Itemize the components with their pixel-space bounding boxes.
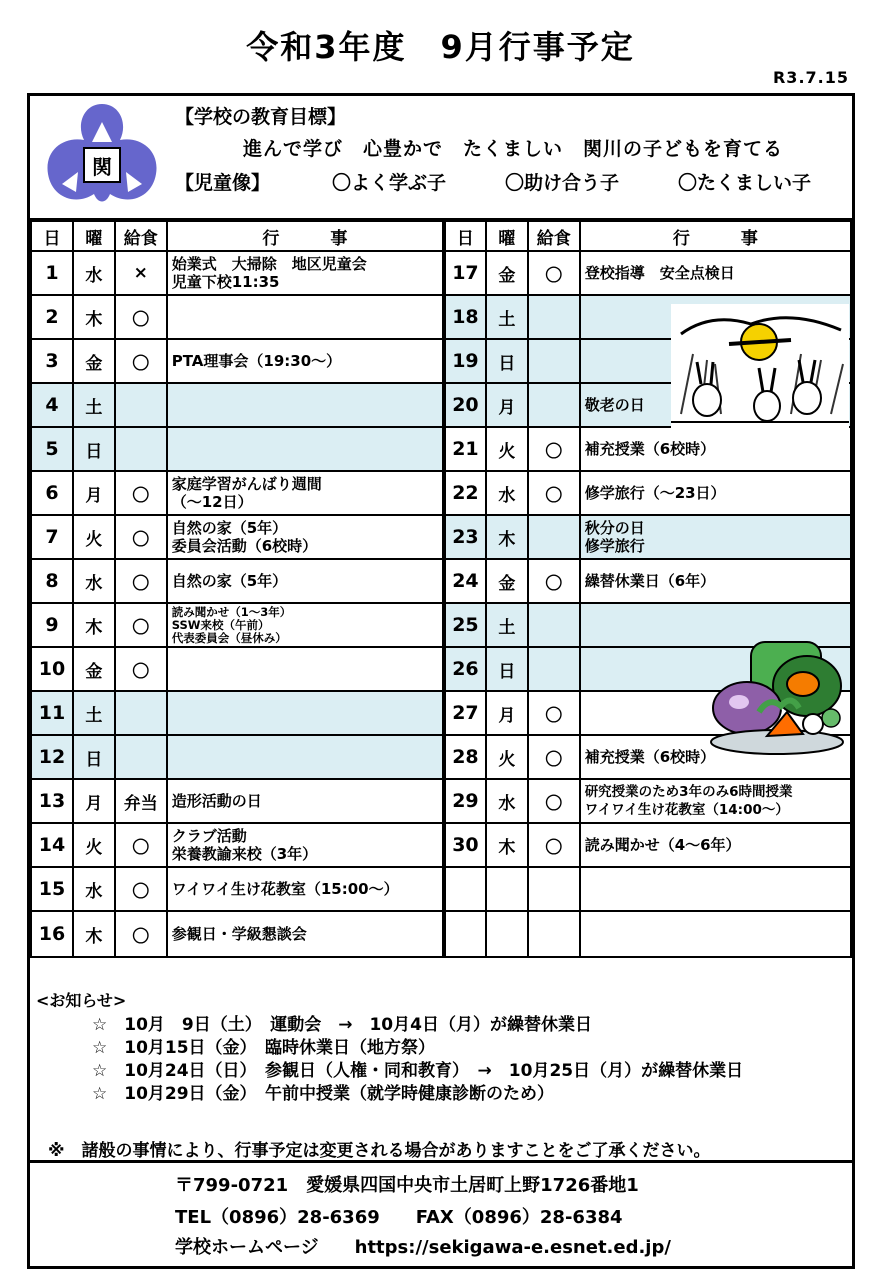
day-cell: 11 <box>31 691 73 735</box>
ideal-heading: 【児童像】 <box>175 172 271 194</box>
meal-cell: 〇 <box>528 779 580 823</box>
events-cell <box>167 691 444 735</box>
meal-cell <box>528 911 580 957</box>
table-header-row <box>31 221 851 251</box>
event-line: PTA理事会（19:30～） <box>171 352 342 370</box>
goal-text: 進んで学び 心豊かで たくましい 関川の子どもを育てる <box>243 138 784 160</box>
event-line: 秋分の日 <box>584 519 645 537</box>
event-line: 修学旅行（～23日） <box>584 484 726 502</box>
table-row <box>31 427 851 471</box>
table-row <box>31 251 851 295</box>
weekday-cell: 火 <box>73 515 115 559</box>
issue-date: R3.7.15 <box>772 68 849 87</box>
meal-cell <box>115 427 167 471</box>
day-cell: 27 <box>444 691 486 735</box>
weekday-cell <box>486 911 528 957</box>
col-day: 日 <box>31 221 73 251</box>
meal-cell: 〇 <box>115 867 167 911</box>
day-cell: 7 <box>31 515 73 559</box>
day-cell: 6 <box>31 471 73 515</box>
table-row <box>31 779 851 823</box>
day-cell: 20 <box>444 383 486 427</box>
event-line: 代表委員会（昼休み） <box>171 630 287 645</box>
events-cell <box>580 779 851 823</box>
day-cell: 9 <box>31 603 73 647</box>
event-line: 読み聞かせ（1～3年） <box>171 604 292 619</box>
meal-cell: 〇 <box>115 295 167 339</box>
event-line: 補充授業（6校時） <box>584 440 716 458</box>
school-address: 〒799-0721 愛媛県四国中央市土居町上野1726番地1 <box>175 1175 639 1196</box>
meal-cell <box>115 735 167 779</box>
events-cell <box>167 647 444 691</box>
meal-cell <box>528 383 580 427</box>
school-phone-fax: TEL（0896）28-6369 FAX（0896）28-6384 <box>175 1207 623 1228</box>
notice-item: ☆ 10月 9日（土） 運動会 → 10月4日（月）が繰替休業日 <box>92 1015 592 1035</box>
table-row <box>31 515 851 559</box>
weekday-cell: 日 <box>73 427 115 471</box>
meal-cell: 弁当 <box>115 779 167 823</box>
col-meal: 給食 <box>528 221 580 251</box>
day-cell: 21 <box>444 427 486 471</box>
meal-cell: 〇 <box>528 691 580 735</box>
meal-cell: 〇 <box>115 515 167 559</box>
weekday-cell: 水 <box>73 867 115 911</box>
meal-cell: 〇 <box>528 251 580 295</box>
col-day: 日 <box>444 221 486 251</box>
day-cell: 14 <box>31 823 73 867</box>
weekday-cell: 木 <box>486 515 528 559</box>
weekday-cell <box>486 867 528 911</box>
weekday-cell: 木 <box>486 823 528 867</box>
day-cell: 25 <box>444 603 486 647</box>
events-cell <box>580 559 851 603</box>
weekday-cell: 水 <box>486 471 528 515</box>
col-events: 行 事 <box>167 221 444 251</box>
weekday-cell: 土 <box>73 691 115 735</box>
event-line: 参観日・学級懇談会 <box>171 925 307 943</box>
weekday-cell: 日 <box>73 735 115 779</box>
events-cell <box>580 471 851 515</box>
meal-cell: 〇 <box>115 603 167 647</box>
event-line: SSW来校（午前） <box>171 617 270 632</box>
ideal-item: 〇たくましい子 <box>678 172 812 194</box>
events-cell <box>167 383 444 427</box>
col-events: 行 事 <box>580 221 851 251</box>
day-cell: 15 <box>31 867 73 911</box>
weekday-cell: 月 <box>73 471 115 515</box>
meal-cell: 〇 <box>115 471 167 515</box>
table-row <box>31 559 851 603</box>
weekday-cell: 金 <box>486 251 528 295</box>
col-weekday: 曜 <box>486 221 528 251</box>
notice-item: ☆ 10月15日（金） 臨時休業日（地方祭） <box>92 1038 436 1058</box>
weekday-cell: 土 <box>73 383 115 427</box>
meal-cell: 〇 <box>528 823 580 867</box>
weekday-cell: 木 <box>73 911 115 957</box>
event-line: 造形活動の日 <box>171 792 262 810</box>
weekday-cell: 日 <box>486 647 528 691</box>
day-cell: 30 <box>444 823 486 867</box>
weekday-cell: 金 <box>486 559 528 603</box>
meal-cell: 〇 <box>115 911 167 957</box>
events-cell <box>167 823 444 867</box>
meal-cell: 〇 <box>528 559 580 603</box>
meal-cell: 〇 <box>115 647 167 691</box>
weekday-cell: 月 <box>73 779 115 823</box>
weekday-cell: 木 <box>73 603 115 647</box>
events-cell <box>167 603 444 647</box>
event-line: 児童下校11:35 <box>171 273 280 291</box>
col-weekday: 曜 <box>73 221 115 251</box>
events-cell <box>167 559 444 603</box>
event-line: 委員会活動（6校時） <box>171 537 318 555</box>
schedule-frame <box>27 93 855 1269</box>
meal-cell <box>528 339 580 383</box>
day-cell: 28 <box>444 735 486 779</box>
event-line: 始業式 大掃除 地区児童会 <box>171 255 367 273</box>
weekday-cell: 月 <box>486 383 528 427</box>
day-cell: 5 <box>31 427 73 471</box>
disclaimer-note: ※ 諸般の事情により、行事予定は変更される場合がありますことをご了承ください。 <box>48 1141 711 1161</box>
day-cell: 12 <box>31 735 73 779</box>
events-cell <box>580 823 851 867</box>
meal-cell: 〇 <box>528 735 580 779</box>
weekday-cell: 火 <box>486 735 528 779</box>
events-cell <box>167 427 444 471</box>
table-row <box>31 471 851 515</box>
school-homepage-link[interactable]: 学校ホームページ https://sekigawa-e.esnet.ed.jp/ <box>175 1237 671 1258</box>
meal-cell <box>115 691 167 735</box>
events-cell <box>580 427 851 471</box>
events-cell <box>580 251 851 295</box>
school-emblem-icon <box>40 102 164 212</box>
events-cell <box>167 735 444 779</box>
meal-cell <box>528 867 580 911</box>
day-cell: 19 <box>444 339 486 383</box>
weekday-cell: 水 <box>73 559 115 603</box>
weekday-cell: 金 <box>73 647 115 691</box>
day-cell: 16 <box>31 911 73 957</box>
day-cell: 26 <box>444 647 486 691</box>
meal-cell: 〇 <box>528 471 580 515</box>
col-meal: 給食 <box>115 221 167 251</box>
meal-cell <box>115 383 167 427</box>
meal-cell: × <box>115 251 167 295</box>
events-cell <box>167 779 444 823</box>
weekday-cell: 木 <box>73 295 115 339</box>
events-cell <box>167 911 444 957</box>
school-goal-header <box>30 96 852 221</box>
event-line: 修学旅行 <box>584 537 645 555</box>
weekday-cell: 水 <box>486 779 528 823</box>
event-line: （～12日） <box>171 493 253 511</box>
table-row <box>31 867 851 911</box>
meal-cell <box>528 515 580 559</box>
event-line: 敬老の日 <box>584 396 645 414</box>
events-cell <box>167 471 444 515</box>
notices-heading: <お知らせ> <box>36 991 127 1010</box>
page-title: 令和3年度 9月行事予定 <box>246 28 635 66</box>
meal-cell <box>528 647 580 691</box>
weekday-cell: 月 <box>486 691 528 735</box>
day-cell: 8 <box>31 559 73 603</box>
notice-item: ☆ 10月29日（金） 午前中授業（就学時健康診断のため） <box>92 1084 555 1104</box>
day-cell: 10 <box>31 647 73 691</box>
events-cell <box>167 515 444 559</box>
vegetables-icon <box>707 636 849 756</box>
day-cell: 1 <box>31 251 73 295</box>
event-line: 家庭学習がんばり週間 <box>171 475 322 493</box>
day-cell: 2 <box>31 295 73 339</box>
events-cell <box>167 295 444 339</box>
events-cell <box>580 515 851 559</box>
meal-cell: 〇 <box>115 339 167 383</box>
event-line: 読み聞かせ（4～6年） <box>584 836 741 854</box>
events-cell <box>167 339 444 383</box>
weekday-cell: 水 <box>73 251 115 295</box>
day-cell: 3 <box>31 339 73 383</box>
table-row <box>31 823 851 867</box>
events-cell <box>580 867 851 911</box>
meal-cell <box>528 295 580 339</box>
event-line: クラブ活動 <box>171 827 247 845</box>
day-cell: 18 <box>444 295 486 339</box>
meal-cell: 〇 <box>115 823 167 867</box>
event-line: 繰替休業日（6年） <box>584 572 716 590</box>
goal-heading: 【学校の教育目標】 <box>175 106 347 128</box>
event-line: ワイワイ生け花教室（14:00～） <box>584 802 789 818</box>
day-cell <box>444 911 486 957</box>
event-line: ワイワイ生け花教室（15:00～） <box>171 880 399 898</box>
weekday-cell: 火 <box>486 427 528 471</box>
notice-item: ☆ 10月24日（日） 参観日（人権・同和教育） → 10月25日（月）が繰替休業日 <box>92 1061 744 1081</box>
event-line: 補充授業（6校時） <box>584 748 716 766</box>
school-contact-footer <box>30 1160 852 1269</box>
weekday-cell: 火 <box>73 823 115 867</box>
weekday-cell: 土 <box>486 603 528 647</box>
meal-cell: 〇 <box>528 427 580 471</box>
events-cell <box>167 867 444 911</box>
ideal-item: 〇助け合う子 <box>505 172 620 194</box>
weekday-cell: 日 <box>486 339 528 383</box>
day-cell: 23 <box>444 515 486 559</box>
day-cell: 24 <box>444 559 486 603</box>
event-line: 自然の家（5年） <box>171 572 288 590</box>
ideal-item: 〇よく学ぶ子 <box>332 172 447 194</box>
event-line: 登校指導 安全点検日 <box>584 264 735 282</box>
moon-rabbits-icon <box>671 304 849 428</box>
day-cell: 13 <box>31 779 73 823</box>
table-row <box>31 911 851 957</box>
weekday-cell: 金 <box>73 339 115 383</box>
event-line: 自然の家（5年） <box>171 519 288 537</box>
event-line: 栄養教諭来校（3年） <box>171 845 318 863</box>
day-cell: 29 <box>444 779 486 823</box>
event-line: 研究授業のため3年のみ6時間授業 <box>584 784 793 800</box>
svg-text:関: 関 <box>92 155 112 179</box>
weekday-cell: 土 <box>486 295 528 339</box>
meal-cell <box>528 603 580 647</box>
events-cell <box>167 251 444 295</box>
events-cell <box>580 911 851 957</box>
day-cell: 17 <box>444 251 486 295</box>
day-cell: 4 <box>31 383 73 427</box>
meal-cell: 〇 <box>115 559 167 603</box>
day-cell <box>444 867 486 911</box>
day-cell: 22 <box>444 471 486 515</box>
